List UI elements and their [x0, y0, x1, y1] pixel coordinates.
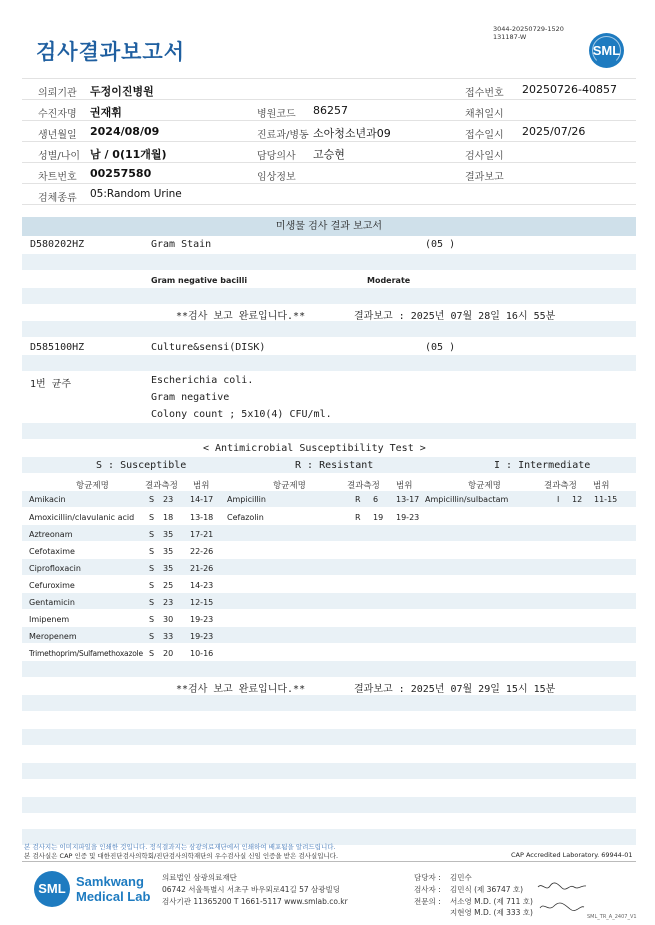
gram-test-name: Gram Stain — [151, 239, 212, 250]
tester-label: 검사자 : — [414, 885, 441, 894]
footer-logo-text: SML — [38, 881, 66, 896]
document-id — [493, 25, 564, 41]
drug-range: 14-23 — [190, 581, 214, 590]
row-band — [22, 491, 636, 507]
row-band — [22, 355, 636, 371]
col-drug-header: 항균제명 — [273, 481, 306, 491]
institution-value: 두정이진병원 — [90, 85, 154, 98]
drug-sir: S — [149, 615, 155, 624]
legend-intermediate: I : Intermediate — [494, 460, 591, 471]
specialist-value-1: 서소영 M.D. (제 711 호) — [450, 897, 533, 906]
document-id-line2: 131187-W — [493, 33, 527, 41]
gram-report-time: 결과보고 : 2025년 07월 28일 16시 55분 — [354, 311, 556, 322]
org-name: 의료법인 삼광의료재단 — [162, 873, 237, 882]
specialist-value-2: 지현영 M.D. (제 333 호) — [450, 908, 533, 917]
footnote-image-print: 본 검사지는 이미지파일을 인쇄한 것입니다. 정식결과지는 삼광의료재단에서 인쇄하여 배포됨을 알려드립니다. — [24, 843, 336, 851]
drug-sir: R — [355, 513, 361, 522]
drug-range: 19-23 — [396, 513, 420, 522]
drug-name: Amikacin — [29, 495, 66, 504]
patient-label: 수진자명 — [38, 109, 77, 120]
doctor-label: 담당의사 — [257, 151, 296, 162]
drug-sir: S — [149, 495, 155, 504]
header-rule — [22, 204, 636, 205]
patient-value: 권재휘 — [90, 106, 122, 119]
tester-value: 김민식 (제 36747 호) — [450, 885, 524, 894]
dept-label: 진료과/병동 — [257, 130, 309, 141]
drug-value: 35 — [163, 547, 174, 556]
ast-title: < Antimicrobial Susceptibility Test > — [203, 443, 426, 454]
brand-line2: Medical Lab — [76, 889, 151, 904]
drug-value: 23 — [163, 598, 174, 607]
drug-value: 25 — [163, 581, 174, 590]
institution-label: 의뢰기관 — [38, 88, 77, 99]
drug-sir: S — [149, 632, 155, 641]
brand-line1: Samkwang — [76, 874, 144, 889]
drug-value: 23 — [163, 495, 174, 504]
header-rule — [22, 99, 636, 100]
dept-value: 소아청소년과09 — [313, 127, 391, 140]
drug-value: 30 — [163, 615, 174, 624]
col-drug-header: 항균제명 — [468, 481, 501, 491]
col-result-header: 결과측정 — [347, 481, 380, 491]
gram-finding: Gram negative bacilli — [151, 276, 248, 285]
col-drug-header: 항균제명 — [76, 481, 109, 491]
drug-range: 21-26 — [190, 564, 214, 573]
header-rule — [22, 141, 636, 142]
sml-logo-icon — [589, 33, 624, 68]
row-band — [22, 254, 636, 270]
gram-grade: Moderate — [367, 276, 411, 285]
drug-range: 13-18 — [190, 513, 214, 522]
drug-range: 14-17 — [190, 495, 214, 504]
organism-gram: Gram negative — [151, 392, 230, 403]
drug-value: 6 — [373, 495, 379, 504]
col-range-header: 범위 — [593, 481, 610, 491]
drug-name: Aztreonam — [29, 530, 73, 539]
specimen-value: 05:Random Urine — [90, 188, 182, 200]
strain-label: 1번 균주 — [30, 379, 72, 390]
drug-sir: S — [149, 581, 155, 590]
sex-age-label: 성별/나이 — [38, 151, 81, 162]
clinical-label: 임상정보 — [257, 172, 296, 183]
col-result-header: 결과측정 — [145, 481, 178, 491]
row-band — [22, 321, 636, 337]
hospital-code-value: 86257 — [313, 104, 348, 117]
header-rule — [22, 162, 636, 163]
gram-complete: **검사 보고 완료입니다.** — [176, 311, 306, 322]
header-top-rule — [22, 78, 636, 79]
drug-range: 17-21 — [190, 530, 214, 539]
col-result-header: 결과측정 — [544, 481, 577, 491]
drug-sir: R — [355, 495, 361, 504]
report-label: 결과보고 — [465, 172, 504, 183]
signature-icon — [536, 878, 588, 918]
specimen-label: 검체종류 — [38, 193, 77, 204]
drug-name: Ciprofloxacin — [29, 564, 81, 573]
section-title: 미생물 검사 결과 보고서 — [22, 217, 636, 236]
drug-sir: S — [149, 547, 155, 556]
culture-specimen: (05 ) — [425, 342, 456, 353]
drug-range: 11-15 — [594, 495, 618, 504]
doctor-value: 고승현 — [313, 148, 345, 161]
drug-value: 35 — [163, 530, 174, 539]
dob-label: 생년월일 — [38, 130, 77, 141]
drug-sir: S — [149, 649, 155, 658]
receipt-no-value: 20250726-40857 — [522, 83, 617, 96]
row-band — [22, 559, 636, 575]
dob-value: 2024/08/09 — [90, 125, 160, 138]
collect-date-label: 채취일시 — [465, 109, 504, 120]
row-band — [22, 525, 636, 541]
row-band — [22, 288, 636, 304]
row-band — [22, 695, 636, 711]
drug-name: Imipenem — [29, 615, 70, 624]
col-range-header: 범위 — [193, 481, 210, 491]
cap-accreditation: CAP Accredited Laboratory. 69944-01 — [511, 851, 633, 859]
document-id-line1: 3044-20250729-1520 — [493, 25, 564, 33]
row-band — [22, 627, 636, 643]
col-range-header: 범위 — [396, 481, 413, 491]
header-rule — [22, 183, 636, 184]
receipt-date-value: 2025/07/26 — [522, 125, 586, 138]
drug-range: 10-16 — [190, 649, 214, 658]
org-contact: 검사기관 11365200 T 1661-5117 www.smlab.co.kr — [162, 897, 348, 906]
sex-age-value: 남 / 0(11개월) — [90, 148, 167, 161]
sml-footer-logo-icon — [34, 871, 70, 907]
drug-range: 13-17 — [396, 495, 420, 504]
row-band — [22, 763, 636, 779]
form-code: SML_TR_A_2407_V1 — [587, 914, 637, 920]
drug-name: Ampicillin/sulbactam — [425, 495, 509, 504]
header-rule — [22, 120, 636, 121]
drug-name: Trimethoprim/Sulfamethoxazole — [29, 649, 143, 658]
culture-test-code: D585100HZ — [30, 342, 85, 353]
specialist-label: 전문의 : — [414, 897, 441, 906]
drug-sir: I — [557, 495, 560, 504]
gram-test-code: D580202HZ — [30, 239, 85, 250]
drug-sir: S — [149, 530, 155, 539]
drug-value: 12 — [572, 495, 583, 504]
drug-name: Cefazolin — [227, 513, 264, 522]
chart-no-value: 00257580 — [90, 167, 152, 180]
row-band — [22, 593, 636, 609]
legend-resistant: R : Resistant — [295, 460, 374, 471]
row-band — [22, 423, 636, 439]
drug-value: 20 — [163, 649, 174, 658]
drug-range: 22-26 — [190, 547, 214, 556]
drug-range: 19-23 — [190, 632, 214, 641]
drug-value: 33 — [163, 632, 174, 641]
drug-value: 19 — [373, 513, 384, 522]
footer-divider — [22, 861, 636, 862]
drug-range: 12-15 — [190, 598, 214, 607]
drug-sir: S — [149, 598, 155, 607]
drug-name: Cefuroxime — [29, 581, 75, 590]
drug-name: Gentamicin — [29, 598, 75, 607]
culture-test-name: Culture&sensi(DISK) — [151, 342, 266, 353]
drug-value: 35 — [163, 564, 174, 573]
staff-label: 담당자 : — [414, 873, 441, 882]
page-title: 검사결과보고서 — [36, 40, 186, 64]
drug-range: 19-23 — [190, 615, 214, 624]
drug-sir: S — [149, 564, 155, 573]
org-address: 06742 서울특별시 서초구 바우뫼로41길 57 삼광빌딩 — [162, 885, 341, 894]
drug-name: Amoxicillin/clavulanic acid — [29, 513, 135, 522]
test-date-label: 검사일시 — [465, 151, 504, 162]
row-band — [22, 797, 636, 813]
gram-specimen: (05 ) — [425, 239, 456, 250]
receipt-date-label: 접수일시 — [465, 130, 504, 141]
drug-name: Cefotaxime — [29, 547, 75, 556]
final-complete: **검사 보고 완료입니다.** — [176, 684, 306, 695]
logo-text: SML — [592, 43, 621, 58]
receipt-no-label: 접수번호 — [465, 88, 504, 99]
row-band — [22, 661, 636, 677]
staff-value: 김민수 — [450, 873, 472, 882]
drug-name: Ampicillin — [227, 495, 266, 504]
footnote-accreditation: 본 검사실은 CAP 인증 및 대한진단검사의학회/진단검사의학재단의 우수검사실 신임 인증을 받은 검사실입니다. — [24, 852, 339, 860]
drug-value: 18 — [163, 513, 174, 522]
hospital-code-label: 병원코드 — [257, 109, 296, 120]
chart-no-label: 차트번호 — [38, 172, 77, 183]
legend-susceptible: S : Susceptible — [96, 460, 187, 471]
samkwang-brand — [76, 874, 150, 904]
drug-name: Meropenem — [29, 632, 77, 641]
final-report-time: 결과보고 : 2025년 07월 29일 15시 15분 — [354, 684, 556, 695]
row-band — [22, 729, 636, 745]
colony-count: Colony count ; 5x10(4) CFU/ml. — [151, 409, 332, 420]
drug-sir: S — [149, 513, 155, 522]
organism: Escherichia coli. — [151, 375, 254, 386]
